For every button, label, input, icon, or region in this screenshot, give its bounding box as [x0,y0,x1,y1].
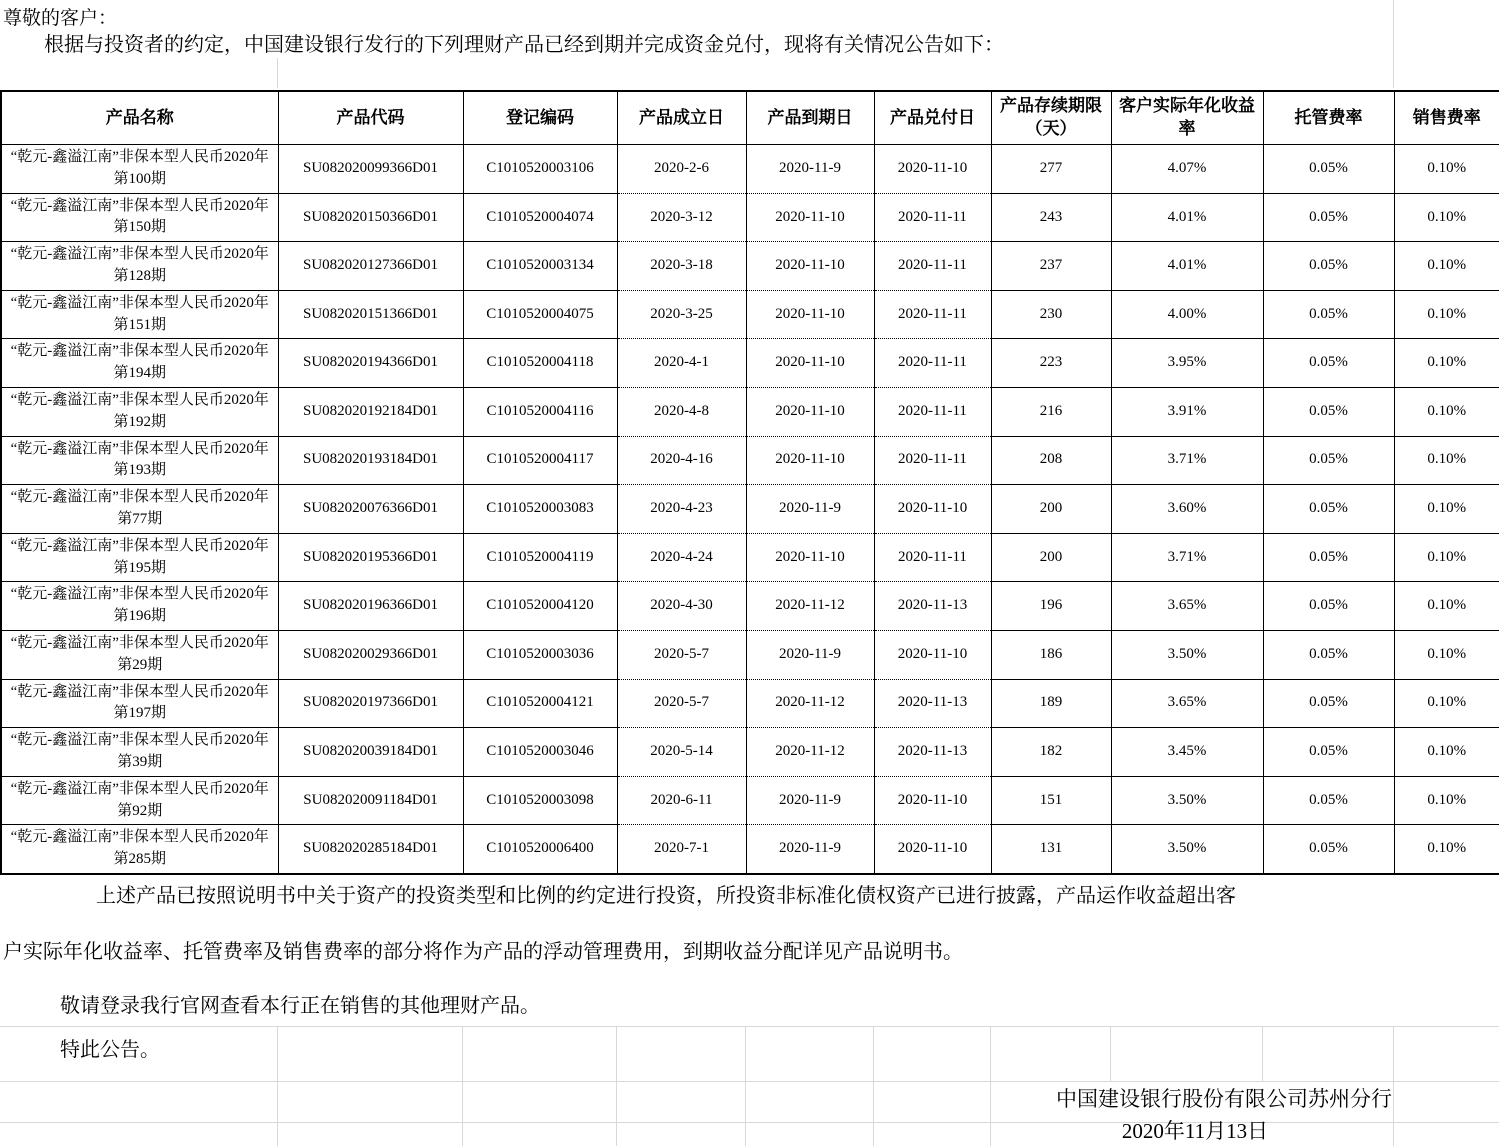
maturity-date-cell: 2020-11-9 [746,776,874,825]
maturity-date-cell: 2020-11-12 [746,728,874,777]
custody-fee-cell: 0.05% [1263,679,1394,728]
products-table [0,90,1499,875]
custody-fee-cell: 0.05% [1263,776,1394,825]
product-code-cell: SU082020196366D01 [278,582,463,631]
table-row [1,145,1499,194]
product-code-cell: SU082020197366D01 [278,679,463,728]
payment-date-cell: 2020-11-13 [874,728,991,777]
start-date-cell: 2020-4-16 [617,436,746,485]
registration-code-cell: C1010520003046 [463,728,617,777]
registration-code-cell: C1010520004121 [463,679,617,728]
custody-fee-cell: 0.05% [1263,193,1394,242]
maturity-date-cell: 2020-11-9 [746,485,874,534]
table-row [1,436,1499,485]
start-date-cell: 2020-4-23 [617,485,746,534]
table-row [1,679,1499,728]
product-name-cell: “乾元-鑫溢江南”非保本型人民币2020年第194期 [1,339,278,388]
intro-paragraph: 根据与投资者的约定，中国建设银行发行的下列理财产品已经到期并完成资金兑付，现将有关情况公告如下： [44,34,1004,56]
actual-yield-cell: 3.95% [1111,339,1263,388]
table-row [1,776,1499,825]
table-row [1,630,1499,679]
payment-date-cell: 2020-11-11 [874,533,991,582]
actual-yield-cell: 4.01% [1111,242,1263,291]
sales-fee-cell: 0.10% [1394,145,1499,194]
duration-days-cell: 196 [991,582,1111,631]
sales-fee-cell: 0.10% [1394,679,1499,728]
duration-days-cell: 208 [991,436,1111,485]
duration-days-cell: 277 [991,145,1111,194]
gridline [462,1026,463,1146]
column-header-registration-code: 登记编码 [463,91,617,145]
sales-fee-cell: 0.10% [1394,630,1499,679]
start-date-cell: 2020-4-30 [617,582,746,631]
payment-date-cell: 2020-11-13 [874,582,991,631]
gridline [277,1026,278,1146]
sales-fee-cell: 0.10% [1394,533,1499,582]
duration-days-cell: 223 [991,339,1111,388]
table-row [1,242,1499,291]
table-row [1,825,1499,874]
actual-yield-cell: 3.50% [1111,776,1263,825]
payment-date-cell: 2020-11-11 [874,339,991,388]
maturity-date-cell: 2020-11-9 [746,825,874,874]
product-name-cell: “乾元-鑫溢江南”非保本型人民币2020年第150期 [1,193,278,242]
sales-fee-cell: 0.10% [1394,290,1499,339]
registration-code-cell: C1010520003106 [463,145,617,194]
actual-yield-cell: 3.45% [1111,728,1263,777]
product-name-cell: “乾元-鑫溢江南”非保本型人民币2020年第197期 [1,679,278,728]
payment-date-cell: 2020-11-10 [874,630,991,679]
actual-yield-cell: 3.65% [1111,679,1263,728]
product-code-cell: SU082020192184D01 [278,387,463,436]
column-header-sales-fee: 销售费率 [1394,91,1499,145]
gridline [1110,1026,1111,1081]
column-header-custody-fee: 托管费率 [1263,91,1394,145]
duration-days-cell: 151 [991,776,1111,825]
duration-days-cell: 200 [991,533,1111,582]
product-code-cell: SU082020285184D01 [278,825,463,874]
table-row [1,728,1499,777]
registration-code-cell: C1010520003134 [463,242,617,291]
registration-code-cell: C1010520004118 [463,339,617,388]
footer-paragraph-4: 特此公告。 [60,1039,160,1061]
start-date-cell: 2020-6-11 [617,776,746,825]
maturity-date-cell: 2020-11-10 [746,339,874,388]
maturity-date-cell: 2020-11-10 [746,242,874,291]
custody-fee-cell: 0.05% [1263,582,1394,631]
start-date-cell: 2020-3-18 [617,242,746,291]
gridline [1393,0,1394,88]
product-code-cell: SU082020076366D01 [278,485,463,534]
duration-days-cell: 131 [991,825,1111,874]
product-name-cell: “乾元-鑫溢江南”非保本型人民币2020年第192期 [1,387,278,436]
custody-fee-cell: 0.05% [1263,630,1394,679]
column-header-product-name: 产品名称 [1,91,278,145]
column-header-maturity-date: 产品到期日 [746,91,874,145]
gridline [990,1026,991,1146]
product-code-cell: SU082020195366D01 [278,533,463,582]
product-name-cell: “乾元-鑫溢江南”非保本型人民币2020年第100期 [1,145,278,194]
column-header-product-code: 产品代码 [278,91,463,145]
registration-code-cell: C1010520006400 [463,825,617,874]
start-date-cell: 2020-7-1 [617,825,746,874]
registration-code-cell: C1010520003083 [463,485,617,534]
start-date-cell: 2020-3-25 [617,290,746,339]
maturity-date-cell: 2020-11-9 [746,145,874,194]
actual-yield-cell: 3.60% [1111,485,1263,534]
custody-fee-cell: 0.05% [1263,436,1394,485]
gridline [1393,1026,1394,1146]
product-name-cell: “乾元-鑫溢江南”非保本型人民币2020年第92期 [1,776,278,825]
maturity-date-cell: 2020-11-12 [746,582,874,631]
registration-code-cell: C1010520004120 [463,582,617,631]
sales-fee-cell: 0.10% [1394,242,1499,291]
start-date-cell: 2020-5-14 [617,728,746,777]
column-header-actual-yield: 客户实际年化收益率 [1111,91,1263,145]
table-row [1,485,1499,534]
announcement-date: 2020年11月13日 [1121,1119,1269,1143]
registration-code-cell: C1010520004075 [463,290,617,339]
maturity-date-cell: 2020-11-10 [746,290,874,339]
actual-yield-cell: 4.07% [1111,145,1263,194]
gridline [616,1026,617,1146]
product-code-cell: SU082020151366D01 [278,290,463,339]
product-name-cell: “乾元-鑫溢江南”非保本型人民币2020年第196期 [1,582,278,631]
payment-date-cell: 2020-11-10 [874,485,991,534]
start-date-cell: 2020-4-24 [617,533,746,582]
issuer-signature: 中国建设银行股份有限公司苏州分行 [1056,1087,1392,1111]
custody-fee-cell: 0.05% [1263,339,1394,388]
table-row [1,339,1499,388]
duration-days-cell: 182 [991,728,1111,777]
maturity-date-cell: 2020-11-10 [746,387,874,436]
custody-fee-cell: 0.05% [1263,145,1394,194]
product-code-cell: SU082020039184D01 [278,728,463,777]
duration-days-cell: 189 [991,679,1111,728]
sales-fee-cell: 0.10% [1394,776,1499,825]
start-date-cell: 2020-5-7 [617,679,746,728]
actual-yield-cell: 3.50% [1111,630,1263,679]
payment-date-cell: 2020-11-11 [874,242,991,291]
maturity-date-cell: 2020-11-9 [746,630,874,679]
payment-date-cell: 2020-11-11 [874,290,991,339]
actual-yield-cell: 3.71% [1111,533,1263,582]
actual-yield-cell: 4.01% [1111,193,1263,242]
sales-fee-cell: 0.10% [1394,582,1499,631]
sales-fee-cell: 0.10% [1394,339,1499,388]
sales-fee-cell: 0.10% [1394,436,1499,485]
product-code-cell: SU082020194366D01 [278,339,463,388]
product-name-cell: “乾元-鑫溢江南”非保本型人民币2020年第195期 [1,533,278,582]
start-date-cell: 2020-5-7 [617,630,746,679]
payment-date-cell: 2020-11-11 [874,387,991,436]
duration-days-cell: 243 [991,193,1111,242]
table-row [1,387,1499,436]
payment-date-cell: 2020-11-10 [874,776,991,825]
sales-fee-cell: 0.10% [1394,485,1499,534]
duration-days-cell: 200 [991,485,1111,534]
payment-date-cell: 2020-11-11 [874,436,991,485]
footer-paragraph-1: 上述产品已按照说明书中关于资产的投资类型和比例的约定进行投资，所投资非标准化债权资产已进行披露，产品运作收益超出客 [96,885,1236,907]
maturity-date-cell: 2020-11-10 [746,193,874,242]
maturity-date-cell: 2020-11-10 [746,533,874,582]
sales-fee-cell: 0.10% [1394,825,1499,874]
sales-fee-cell: 0.10% [1394,728,1499,777]
column-header-duration-days: 产品存续期限（天） [991,91,1111,145]
gridline [0,1026,1499,1027]
product-code-cell: SU082020193184D01 [278,436,463,485]
sales-fee-cell: 0.10% [1394,193,1499,242]
registration-code-cell: C1010520004119 [463,533,617,582]
start-date-cell: 2020-4-1 [617,339,746,388]
custody-fee-cell: 0.05% [1263,290,1394,339]
table-row [1,533,1499,582]
actual-yield-cell: 3.50% [1111,825,1263,874]
registration-code-cell: C1010520004074 [463,193,617,242]
start-date-cell: 2020-2-6 [617,145,746,194]
payment-date-cell: 2020-11-10 [874,145,991,194]
actual-yield-cell: 4.00% [1111,290,1263,339]
actual-yield-cell: 3.65% [1111,582,1263,631]
product-name-cell: “乾元-鑫溢江南”非保本型人民币2020年第128期 [1,242,278,291]
custody-fee-cell: 0.05% [1263,242,1394,291]
custody-fee-cell: 0.05% [1263,825,1394,874]
product-name-cell: “乾元-鑫溢江南”非保本型人民币2020年第77期 [1,485,278,534]
column-header-payment-date: 产品兑付日 [874,91,991,145]
duration-days-cell: 186 [991,630,1111,679]
custody-fee-cell: 0.05% [1263,728,1394,777]
gridline [1262,1026,1263,1081]
table-header-row [1,91,1499,145]
payment-date-cell: 2020-11-10 [874,825,991,874]
table-row [1,193,1499,242]
product-code-cell: SU082020091184D01 [278,776,463,825]
actual-yield-cell: 3.71% [1111,436,1263,485]
column-header-start-date: 产品成立日 [617,91,746,145]
product-code-cell: SU082020150366D01 [278,193,463,242]
table-row [1,582,1499,631]
actual-yield-cell: 3.91% [1111,387,1263,436]
footer-paragraph-2: 户实际年化收益率、托管费率及销售费率的部分将作为产品的浮动管理费用，到期收益分配详见产品说明书。 [3,941,963,963]
maturity-date-cell: 2020-11-10 [746,436,874,485]
start-date-cell: 2020-4-8 [617,387,746,436]
custody-fee-cell: 0.05% [1263,387,1394,436]
registration-code-cell: C1010520004117 [463,436,617,485]
duration-days-cell: 237 [991,242,1111,291]
maturity-date-cell: 2020-11-12 [746,679,874,728]
product-name-cell: “乾元-鑫溢江南”非保本型人民币2020年第29期 [1,630,278,679]
gridline [873,1026,874,1146]
product-code-cell: SU082020099366D01 [278,145,463,194]
product-name-cell: “乾元-鑫溢江南”非保本型人民币2020年第151期 [1,290,278,339]
registration-code-cell: C1010520004116 [463,387,617,436]
sales-fee-cell: 0.10% [1394,387,1499,436]
product-name-cell: “乾元-鑫溢江南”非保本型人民币2020年第285期 [1,825,278,874]
registration-code-cell: C1010520003098 [463,776,617,825]
greeting: 尊敬的客户： [3,8,118,29]
product-name-cell: “乾元-鑫溢江南”非保本型人民币2020年第193期 [1,436,278,485]
duration-days-cell: 230 [991,290,1111,339]
custody-fee-cell: 0.05% [1263,533,1394,582]
registration-code-cell: C1010520003036 [463,630,617,679]
product-name-cell: “乾元-鑫溢江南”非保本型人民币2020年第39期 [1,728,278,777]
custody-fee-cell: 0.05% [1263,485,1394,534]
product-code-cell: SU082020127366D01 [278,242,463,291]
footer-paragraph-3: 敬请登录我行官网查看本行正在销售的其他理财产品。 [60,995,540,1017]
gridline [0,1081,1499,1082]
gridline [745,1026,746,1146]
gridline [277,58,278,88]
payment-date-cell: 2020-11-11 [874,193,991,242]
duration-days-cell: 216 [991,387,1111,436]
start-date-cell: 2020-3-12 [617,193,746,242]
product-code-cell: SU082020029366D01 [278,630,463,679]
payment-date-cell: 2020-11-13 [874,679,991,728]
table-row [1,290,1499,339]
